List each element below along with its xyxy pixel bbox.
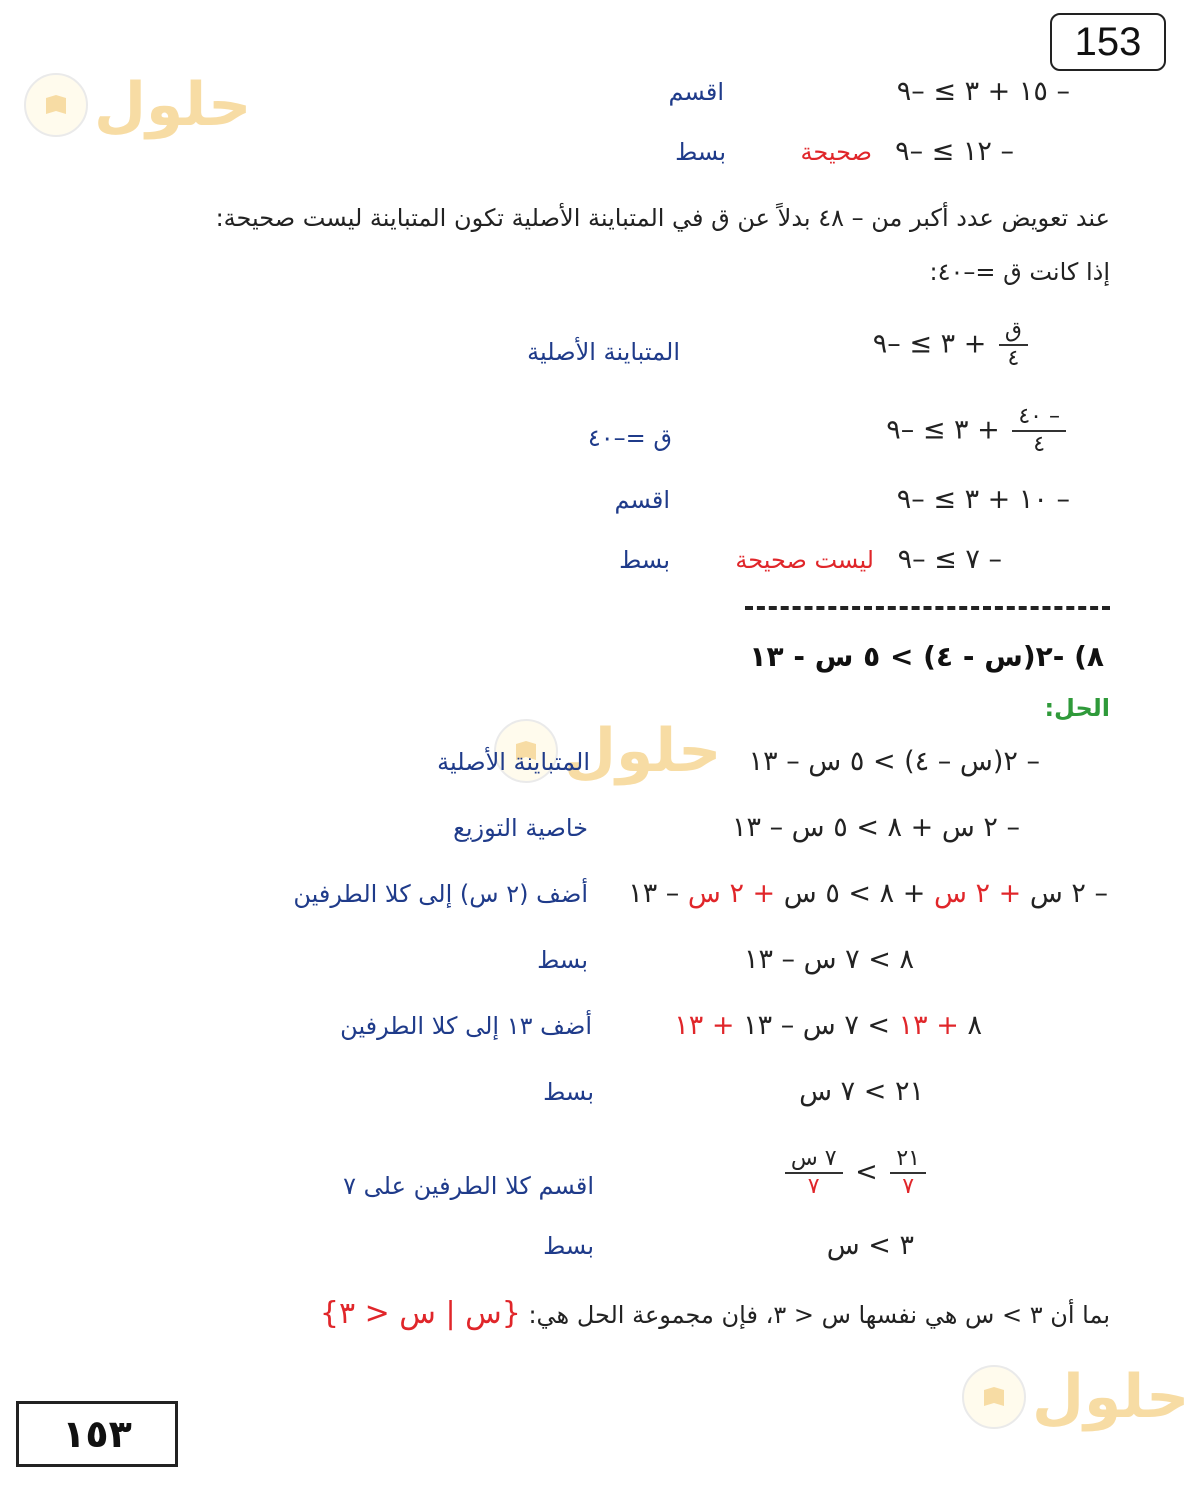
math-added: + ١٣ [674,1010,735,1041]
math-part: ٨ [967,1010,982,1041]
step-math: – ٧ ≥ –٩ [897,544,1002,575]
step-math: – ١٠ + ٣ ≥ –٩ [896,484,1070,515]
step-note: المتباينة الأصلية [437,748,590,776]
fraction-numerator: ٧ س [790,1146,837,1171]
math-added: + ٢ س [687,878,776,909]
solution-label: الحل: [1044,694,1110,722]
math-part: – ٢ س [1029,878,1108,909]
fraction [890,1146,926,1200]
conclusion [320,1296,1110,1331]
step-math: ٨ > ٧ س – ١٣ [743,944,914,975]
conclusion-text: بما أن ٣ > س هي نفسها س < ٣، فإن مجموعة الحل هي: [528,1301,1110,1329]
step-note: خاصية التوزيع [453,814,588,842]
math-part: + ٨ > ٥ س [783,878,926,909]
math-added: + ٢ س [933,878,1022,909]
fraction [999,318,1028,372]
step-math: – ٢(س – ٤) > ٥ س – ١٣ [748,746,1040,777]
step-math [628,878,1108,909]
watermark-text: حلول [94,70,252,140]
fraction-denominator: ٤ [1033,432,1046,457]
watermark-text: حلول [1032,1362,1190,1432]
page-number-bottom: ١٥٣ [16,1401,178,1467]
paragraph: إذا كانت ق =–٤٠: [929,258,1110,286]
book-icon [962,1365,1026,1429]
fraction-denominator: ٧ [807,1174,820,1199]
step-note: اقسم كلا الطرفين على ٧ [343,1172,594,1200]
step-note: بسط [537,946,588,974]
watermark-logo [24,70,251,140]
math-part: > ٧ س – ١٣ [743,1010,891,1041]
paragraph: عند تعويض عدد أكبر من – ٤٨ بدلاً عن ق في المتباينة الأصلية تكون المتباينة ليست صحيحة: [215,204,1110,232]
step-note: بسط [619,546,670,574]
step-math: ٣ > س [826,1230,914,1261]
fraction-numerator: ٢١ [896,1146,920,1171]
step-note: بسط [675,138,726,166]
page-number-top: 153 [1050,13,1166,71]
step-math [674,1010,982,1041]
book-icon [24,73,88,137]
math-added: + ١٣ [898,1010,959,1041]
operator: > [855,1156,878,1188]
fraction-numerator: – ٤٠ [1018,404,1060,429]
verdict-true: صحيحة [800,138,872,166]
watermark-logo [962,1362,1189,1432]
fraction-numerator: ق [1004,318,1022,343]
step-math: ٢١ > ٧ س [799,1076,924,1107]
watermark-text: حلول [564,716,722,786]
step-note: بسط [543,1078,594,1106]
equation-with-fraction [873,318,1032,372]
step-note: ق =–٤٠ [587,424,672,452]
math-part: – ١٣ [628,878,680,909]
divider [745,606,1110,610]
equation-with-fraction [886,404,1070,458]
equation-rest: + ٣ ≥ –٩ [872,328,987,360]
fraction-denominator: ٧ [902,1174,915,1199]
problem-heading: ٨) -٢(س - ٤) > ٥ س - ١٣ [749,640,1104,673]
fraction-denominator: ٤ [1007,346,1020,371]
solution-set: {س | س < ٣} [319,1296,521,1331]
verdict-false: ليست صحيحة [735,546,874,574]
fraction-equation [781,1146,930,1200]
step-math: – ١٥ + ٣ ≥ –٩ [896,76,1070,107]
step-note: بسط [543,1232,594,1260]
step-note: اقسم [614,486,670,514]
step-math: – ١٢ ≥ –٩ [895,136,1014,167]
step-note: أضف ١٣ إلى كلا الطرفين [340,1012,592,1040]
fraction [785,1146,843,1200]
fraction [1012,404,1066,458]
step-note: المتباينة الأصلية [527,338,680,366]
step-note: اقسم [668,78,724,106]
equation-rest: + ٣ ≥ –٩ [886,414,1000,446]
step-math: – ٢ س + ٨ > ٥ س – ١٣ [731,812,1020,843]
step-note: أضف (٢ س) إلى كلا الطرفين [293,880,588,908]
